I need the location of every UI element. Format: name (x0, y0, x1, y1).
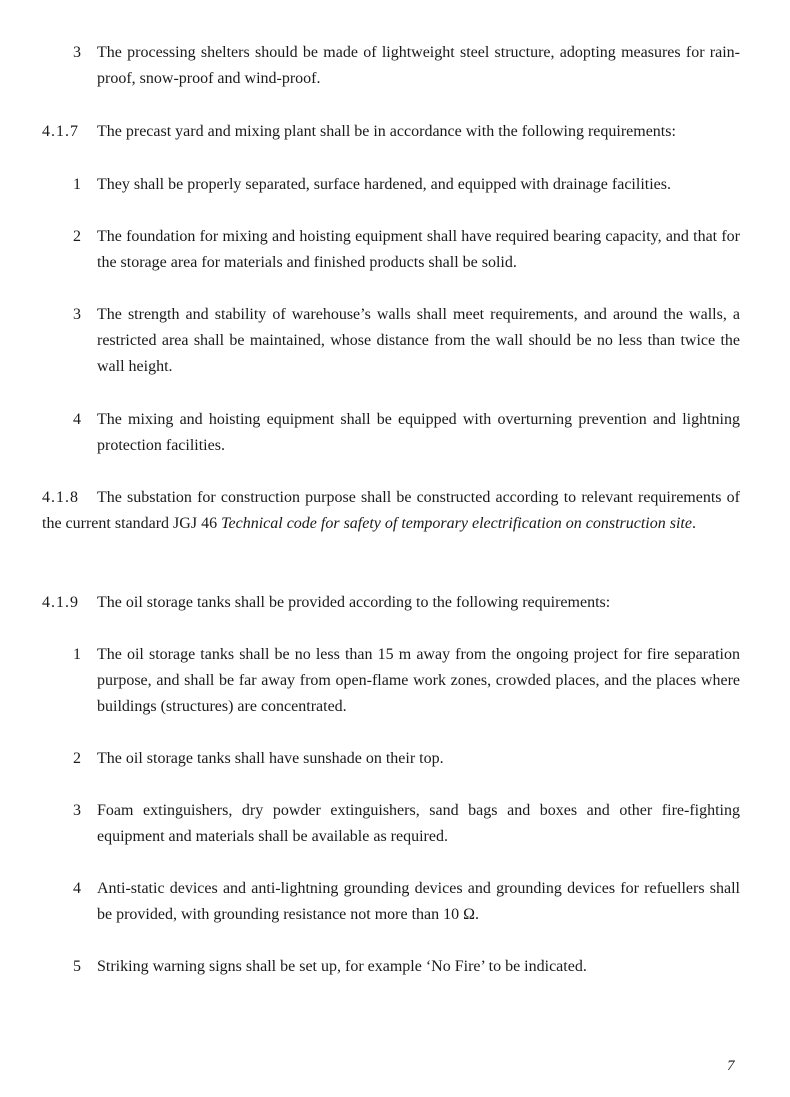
item-text: Foam extinguishers, dry powder extinguishers, sand bags and boxes and other fire-fighting equipment and materials shall be available as required. (97, 802, 740, 845)
item-number: 1 (73, 646, 81, 663)
item-text: Anti-static devices and anti-lightning grounding devices and grounding devices for refuellers shall be provided, with grounding resistance not more than 10 Ω. (97, 880, 740, 923)
clause-4-1-8 (42, 485, 740, 537)
item-text: The mixing and hoisting equipment shall be equipped with overturning prevention and lightning protection facilities. (97, 411, 740, 454)
item-text: The oil storage tanks shall be no less than 15 m away from the ongoing project for fire separation purpose, and shall be far away from open-flame work zones, crowded places, and the places where buildings (structures) are concentrated. (97, 646, 740, 715)
clause-4-1-7 (42, 119, 740, 145)
item-number: 1 (73, 176, 81, 193)
item-text: The strength and stability of warehouse’s walls shall meet requirements, and around the walls, a restricted area shall be maintained, whose distance from the wall should be no less than twice the wall height. (97, 306, 740, 375)
clause-text: The precast yard and mixing plant shall be in accordance with the following requirements: (97, 123, 676, 140)
list-item (60, 40, 740, 92)
item-number: 3 (73, 44, 81, 61)
clause-number: 4.1.9 (42, 594, 79, 611)
list-item (60, 798, 740, 850)
list-item (60, 954, 740, 980)
list-item (60, 876, 740, 928)
item-number: 4 (73, 411, 81, 428)
list-item (60, 172, 740, 198)
item-number: 3 (73, 802, 81, 819)
standard-title: Technical code for safety of temporary electrification on construction site (221, 515, 692, 532)
item-text: The oil storage tanks shall have sunshade on their top. (97, 750, 444, 767)
list-item (60, 224, 740, 276)
clause-text: The substation for construction purpose shall be constructed according to relevant requirements of the current standard JGJ 46 (42, 489, 740, 532)
list-item (60, 407, 740, 459)
item-text: The processing shelters should be made of lightweight steel structure, adopting measures for rain-proof, snow-proof and wind-proof. (97, 44, 740, 87)
item-number: 5 (73, 958, 81, 975)
item-number: 2 (73, 750, 81, 767)
list-item (60, 302, 740, 380)
item-text: Striking warning signs shall be set up, for example ‘No Fire’ to be indicated. (97, 958, 587, 975)
clause-4-1-9 (42, 590, 740, 616)
clause-number: 4.1.7 (42, 123, 79, 140)
clause-text: The oil storage tanks shall be provided according to the following requirements: (97, 594, 611, 611)
item-text: They shall be properly separated, surface hardened, and equipped with drainage facilities. (97, 176, 671, 193)
page-number: 7 (727, 1058, 735, 1074)
item-number: 4 (73, 880, 81, 897)
list-item (60, 642, 740, 720)
item-number: 3 (73, 306, 81, 323)
item-text: The foundation for mixing and hoisting equipment shall have required bearing capacity, and that for the storage area for materials and finished products shall be solid. (97, 228, 740, 271)
item-number: 2 (73, 228, 81, 245)
clause-number: 4.1.8 (42, 489, 79, 506)
clause-tail: . (691, 515, 696, 532)
list-item (60, 746, 740, 772)
